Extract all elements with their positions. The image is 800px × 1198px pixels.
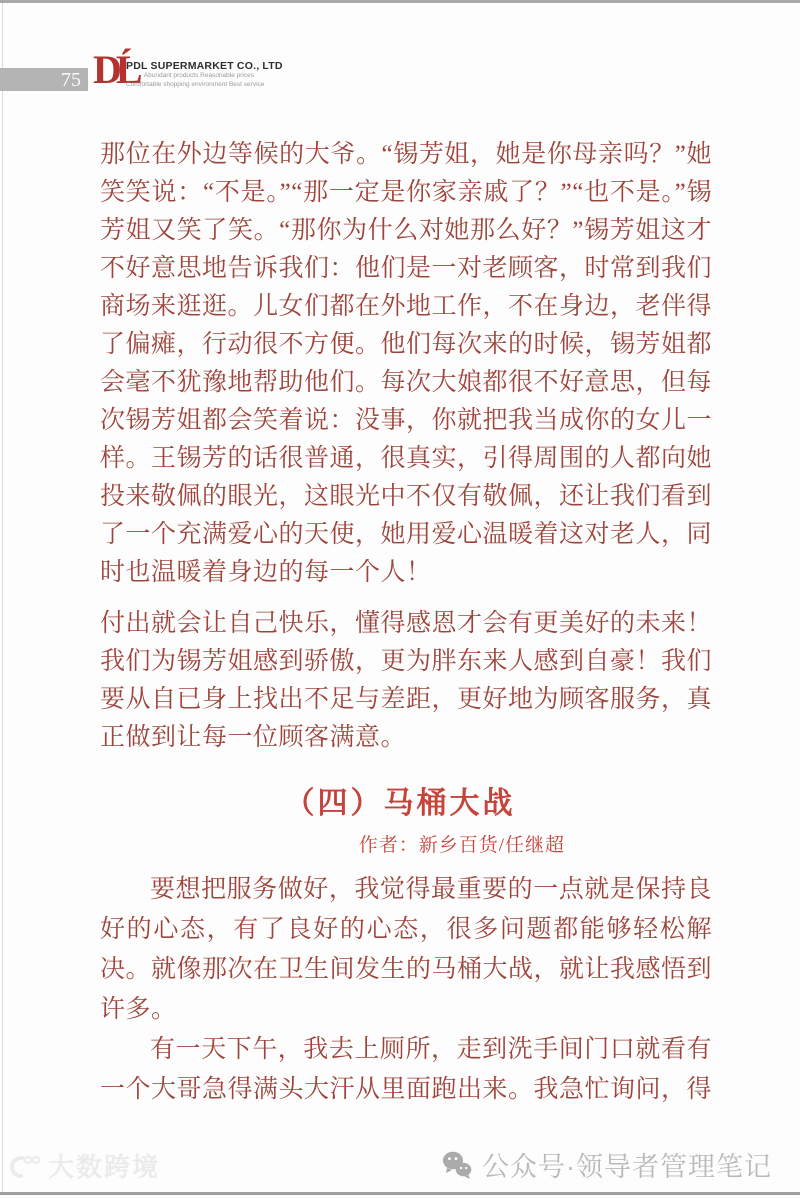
company-name: PDL SUPERMARKET CO., LTD — [126, 60, 283, 72]
dashukuajing-logo-icon — [8, 1152, 44, 1180]
watermark-left — [8, 1147, 160, 1184]
paragraph: 那位在外边等候的大爷。“锡芳姐，她是你母亲吗？”她笑笑说：“不是。”“那一定是你家亲戚了？”“也不是。”锡芳姐又笑了笑。“那你为什么对她那么好？”锡芳姐这才不好意思地告诉我们：他们是一对老顾客，时常到我们商场来逛逛。儿女们都在外地工作，不在身边，老伴得了偏瘫，行动很不方便。他们每次来的时候，锡芳姐都会毫不犹豫地帮助他们。每次大娘都很不好意思，但每次锡芳姐都会笑着说：没事，你就把我当成你的女儿一样。王锡芳的话很普通，很真实，引得周围的人都向她投来敬佩的眼光，这眼光中不仅有敬佩，还让我们看到了一个充满爱心的天使，她用爱心温暖着这对老人，同时也温暖着身边的每一个人！ — [100, 141, 713, 586]
company-tagline-1: Abundant products Reasonable prices — [143, 72, 254, 79]
body-text-upper — [100, 136, 712, 757]
wechat-icon — [441, 1150, 473, 1180]
pdl-logo: DĹ — [93, 47, 137, 92]
body-text-lower — [100, 870, 712, 1110]
wechat-credit-text: 公众号·领导者管理笔记 — [482, 1152, 772, 1182]
page-left-border — [2, 3, 3, 1192]
paragraph: 要想把服务做好，我觉得最重要的一点就是保持良好的心态，有了良好的心态，很多问题都能够轻松解决。就像那次在卫生间发生的马桶大战，就让我感悟到许多。 — [100, 876, 713, 1023]
paragraph: 有一天下午，我去上厕所，走到洗手间门口就看有一个大哥急得满头大汗从里面跑出来。我急忙询问，得 — [100, 1036, 713, 1103]
page-number-bar — [0, 68, 88, 91]
page-number: 75 — [61, 68, 81, 91]
wechat-credit — [441, 1145, 772, 1184]
watermark-left-text: 大数跨境 — [48, 1152, 161, 1182]
section-title: （四）马桶大战 — [284, 787, 516, 820]
company-header — [126, 60, 283, 89]
company-tagline-2: Comfortable shopping environment Best service — [126, 80, 265, 88]
page-bottom-border — [0, 1192, 800, 1195]
author-line: 作者：新乡百货/任继超 — [358, 835, 565, 856]
page-top-border — [0, 0, 800, 3]
paragraph: 付出就会让自己快乐，懂得感恩才会有更美好的未来！我们为锡芳姐感到骄傲，更为胖东来人感到自豪！我们要从自已身上找出不足与差距，更好地为顾客服务，真正做到让每一位顾客满意。 — [100, 610, 713, 751]
